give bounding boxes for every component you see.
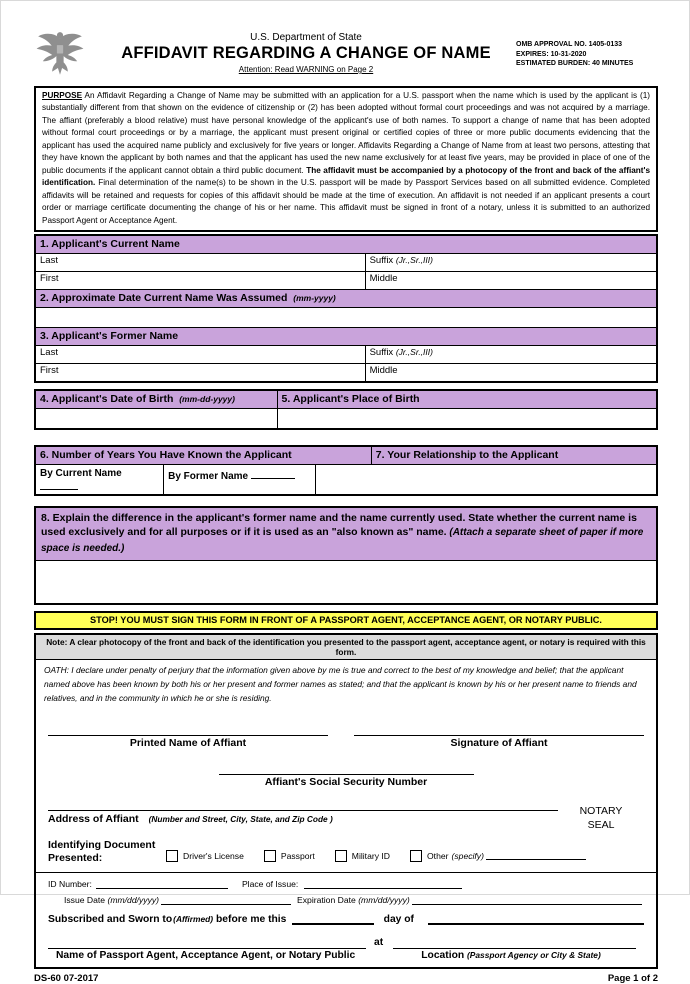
passport-checkbox[interactable] [264,850,276,862]
other-checkbox[interactable] [410,850,422,862]
id-number-field[interactable] [96,879,228,889]
place-of-issue-label: Place of Issue: [241,878,299,889]
affirmed-hint: (Affirmed) [173,913,214,924]
agent-name-label: Name of Passport Agent, Acceptance Agent, or Notary Public [56,949,356,961]
section2-header: 2. Approximate Date Current Name Was Assumed (mm-yyyy) [36,290,656,307]
sworn-label: Subscribed and Sworn to [48,913,173,925]
location-format-hint: (Passport Agency or City & State) [467,949,601,960]
other-specify-hint: (specify) [451,850,484,861]
expiration-date-field[interactable] [412,895,642,905]
sections-1-3-table [34,234,658,383]
sections-6-7-table [34,445,658,496]
current-last-name-cell[interactable]: Last [40,254,58,266]
day-of-label: day of [383,913,414,925]
page-number: Page 1 of 2 [607,972,658,984]
other-option: Other (specify) [410,850,586,862]
printed-name-field[interactable] [48,723,328,736]
issue-date-label: Issue Date (mm/dd/yyyy) [64,894,160,905]
former-first-name-cell[interactable]: First [40,364,59,376]
sections-4-5-table [34,389,658,430]
form-title: AFFIDAVIT REGARDING A CHANGE OF NAME [121,44,491,62]
agent-name-field[interactable] [48,937,366,949]
before-me-label: before me this [216,913,287,925]
agency-name: U.S. Department of State [250,32,362,43]
day-number-field[interactable] [292,914,373,925]
section4-header: 4. Applicant's Date of Birth (mm-dd-yyyy) [36,391,277,408]
purpose-label: PURPOSE [42,91,83,100]
location-label: Location (Passport Agency or City & State) [421,949,601,961]
current-middle-name-cell[interactable]: Middle [365,272,656,289]
current-first-name-cell[interactable]: First [40,272,59,284]
passport-option: Passport [264,850,315,862]
address-field[interactable] [48,796,558,811]
address-label: Address of Affiant (Number and Street, City, State, and Zip Code ) [48,812,333,825]
id-number-label: ID Number: [48,878,92,889]
omb-approval-block [516,27,658,69]
stop-warning-bar: STOP! YOU MUST SIGN THIS FORM IN FRONT OF A PASSPORT AGENT, ACCEPTANCE AGENT, OR NOTARY PUBLIC. [34,611,658,630]
state-department-seal-icon [34,27,96,83]
omb-burden: ESTIMATED BURDEN: 40 MINUTES [516,60,634,67]
purpose-text-bold: The affidavit must be accompanied by a photocopy of the front and back of the affiant's identification. [42,165,650,188]
section6-header: 6. Number of Years You Have Known the Applicant [36,447,371,464]
place-of-issue-field[interactable] [304,879,462,889]
former-last-name-cell[interactable]: Last [40,346,58,358]
dob-format-hint: (mm-dd-yyyy) [179,393,235,404]
form-number: DS-60 07-2017 [34,972,99,984]
military-id-option: Military ID [335,850,390,862]
place-of-birth-cell[interactable] [277,409,656,428]
suffix-hint: (Jr.,Sr.,III) [395,254,433,265]
ssn-label: Affiant's Social Security Number [264,775,428,788]
section8-header: 8. Explain the difference in the applicant's former name and the name currently used. State whether the current name is used exclusively and for all purposes or if it is used as an "also known as" name. (Attach a separate sheet of paper if more space is needed.) [36,508,656,561]
current-suffix-cell[interactable]: Suffix (Jr.,Sr.,III) [365,254,656,271]
address-format-hint: (Number and Street, City, State, and Zip Code ) [148,813,333,824]
suffix-hint: (Jr.,Sr.,III) [395,346,433,357]
notary-seal-area: NOTARY SEAL [579,804,623,831]
other-specify-field[interactable] [486,851,586,860]
date-format-hint: (mm-yyyy) [293,292,336,303]
date-name-assumed-cell[interactable] [36,308,656,327]
omb-approval-number: OMB APPROVAL NO. 1405-0133 [516,41,623,48]
years-known-former-name-cell[interactable]: By Former Name [163,465,315,494]
signature-label: Signature of Affiant [450,736,548,749]
section8-attachment-hint: (Attach a separate sheet of paper if more space is needed.) [41,527,644,554]
at-label: at [374,936,384,948]
month-year-field[interactable] [428,914,644,925]
years-current-field[interactable] [40,479,78,490]
relationship-cell[interactable] [315,465,656,494]
issue-date-format-hint: (mm/dd/yyyy) [107,894,160,905]
section7-header: 7. Your Relationship to the Applicant [371,447,656,464]
attention-note: Attention: Read WARNING on Page 2 [238,65,374,74]
section3-header: 3. Applicant's Former Name [36,328,656,345]
purpose-text-1: An Affidavit Regarding a Change of Name may be submitted with an application for a U.S. passport when the name which is used by the applicant is (1) substantially different from that shown on the evidence of citizenship or (2) has been adopted without formal court proceedings and was not acquired by a marriage. The affiant (preferably a blood relative) must have personal knowledge of the applicant's use of both names. To support a change of name that has been adopted without formal court proceedings or by a marriage, the applicant must present original or certified copies of three or more public documents evidencing that the applicant has used the acquired name publicly and exclusively for five years or longer. Affidavits Regarding a Change of Name from at least two persons, attesting that they have known the applicant by both names and that the applicant has used the new name exclusively for at least five years, may be provided in place of one of the public documents if the applicant cannot obtain a third public document. [42,91,650,175]
former-middle-name-cell[interactable]: Middle [365,364,656,381]
former-suffix-cell[interactable]: Suffix (Jr.,Sr.,III) [365,346,656,363]
section-8-table [34,506,658,606]
identifying-document-label: Identifying Document Presented: [48,838,156,864]
drivers-license-option: Driver's License [166,850,244,862]
date-of-birth-cell[interactable] [36,409,277,428]
issue-date-field[interactable] [161,895,291,905]
years-known-current-name-cell[interactable]: By Current Name [36,465,163,494]
oath-paragraph: OATH: I declare under penalty of perjury that the information given above by me is true and correct to the best of my knowledge and belief; that the applicant named above has been known by both his or her present and former names as stated; and that the applicant is known by his or her present name to friends and relatives, and in the community in which he or she is residing. [44,665,637,704]
printed-name-label: Printed Name of Affiant [129,736,247,749]
photocopy-note-bar: Note: A clear photocopy of the front and back of the identification you presented to the passport agent, acceptance agent, or notary is required with this form. [36,635,656,660]
purpose-paragraph [34,86,658,232]
expiration-date-label: Expiration Date (mm/dd/yyyy) [297,894,410,905]
signature-field[interactable] [354,723,644,736]
drivers-license-checkbox[interactable] [166,850,178,862]
purpose-text-2: Final determination of the name(s) to be shown in the U.S. passport will be made by Passport Services based on all submitted evidence. Completed affidavits will be retained and requests for copies of this affidavit should be made at the time of execution. An affidavit is not needed if an applicant presents a court order or marriage certificate documenting the change of his or her name. This affidavit must be signed in front of a notary, unless it is submitted to an authorized Passport Agent or Acceptance Agent. [42,178,650,225]
omb-expires: EXPIRES: 10-31-2020 [516,50,587,58]
location-field[interactable] [393,937,636,949]
oath-and-notary-section [34,633,658,968]
form-header [34,27,658,83]
years-former-field[interactable] [251,468,295,479]
section1-header: 1. Applicant's Current Name [36,236,656,253]
section5-header: 5. Applicant's Place of Birth [277,391,656,408]
military-id-checkbox[interactable] [335,850,347,862]
explanation-text-area[interactable] [36,561,656,603]
ssn-field[interactable] [219,762,474,775]
